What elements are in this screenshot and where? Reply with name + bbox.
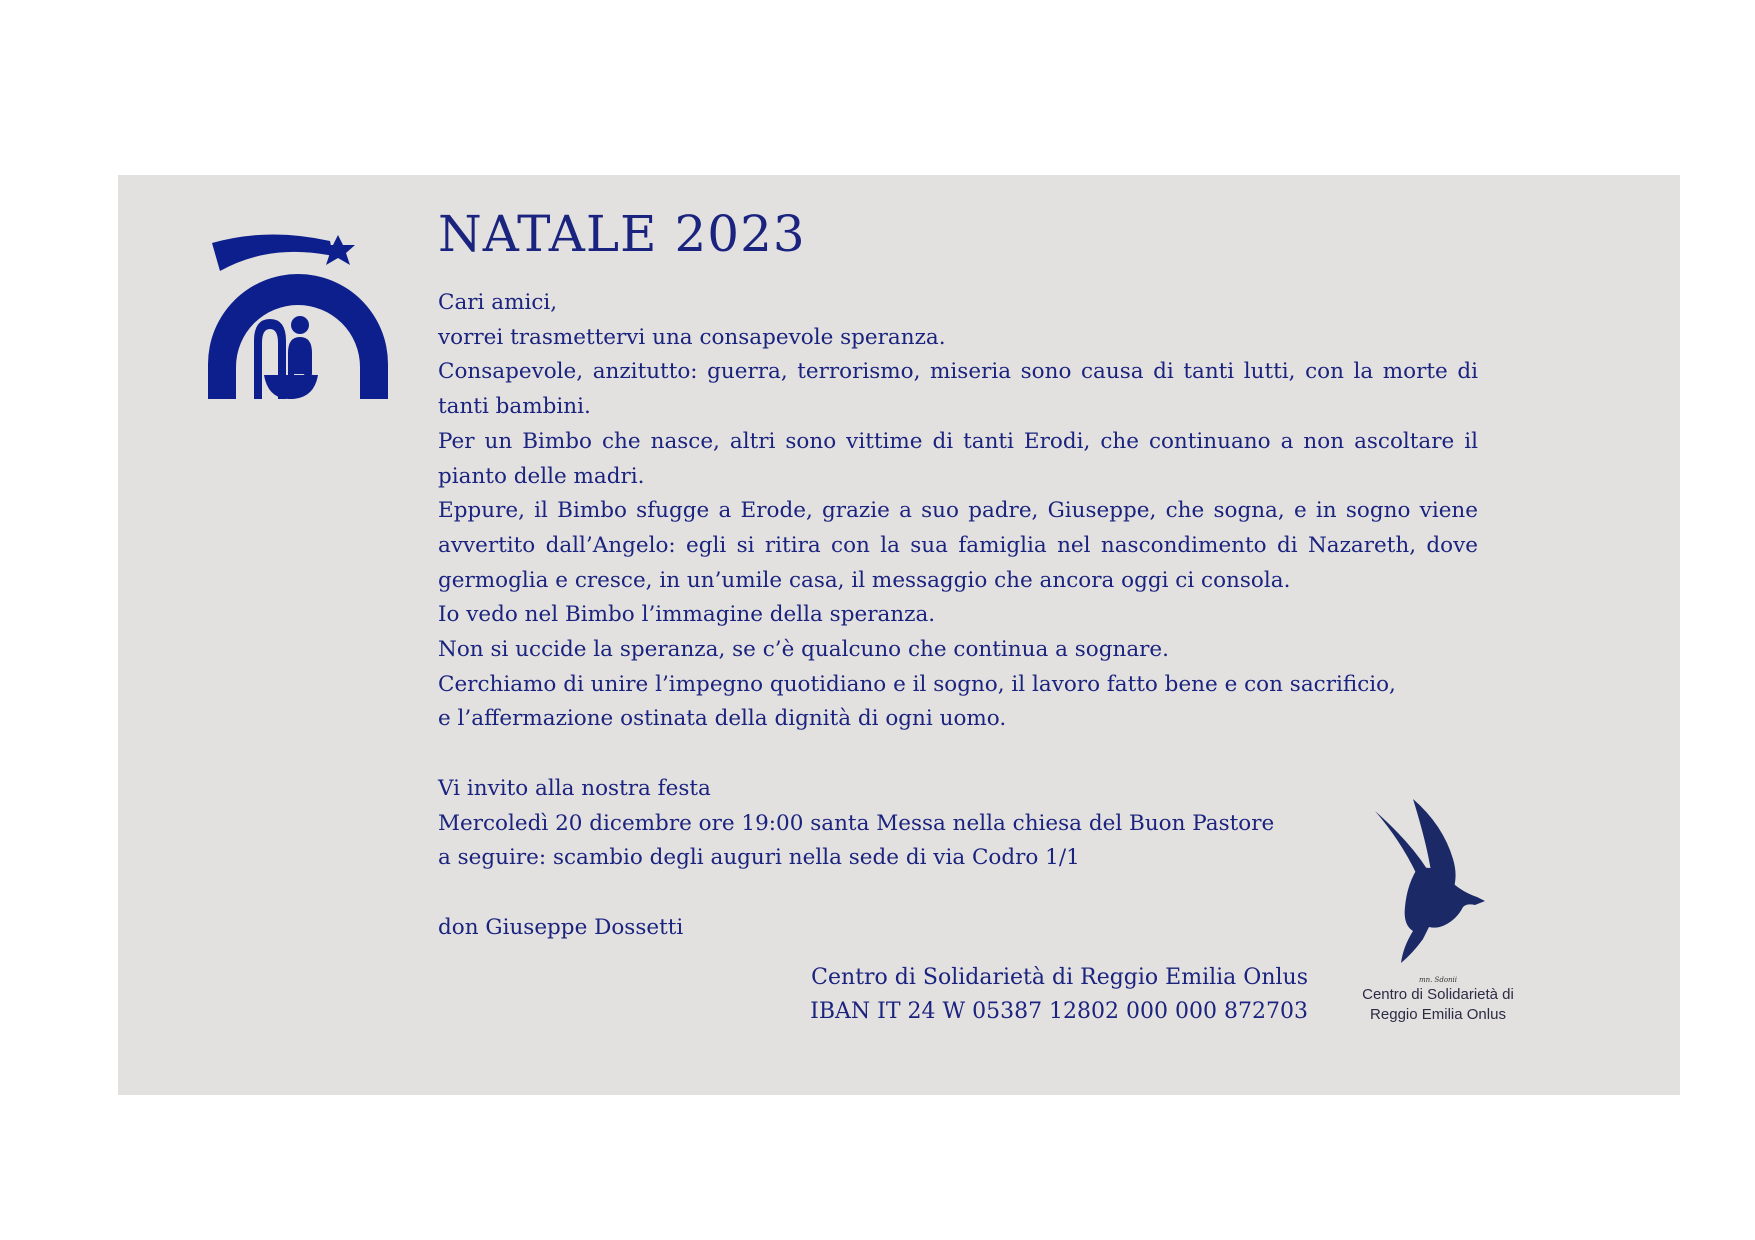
invitation-line: Vi invito alla nostra festa [438, 775, 711, 801]
paragraph-spacer [438, 737, 1478, 772]
iban: IBAN IT 24 W 05387 12802 000 000 872703 [810, 999, 1308, 1024]
organization-logo [1340, 975, 1536, 1025]
signature: don Giuseppe Dossetti [438, 914, 684, 940]
letter-paragraph: Non si uccide la speranza, se c’è qualcuno che continua a sognare. [438, 637, 1169, 663]
logo-name-line2: Reggio Emilia Onlus [1370, 1006, 1506, 1023]
letter-body [438, 286, 1478, 945]
invitation-line: a seguire: scambio degli auguri nella sede di via Codro 1/1 [438, 845, 1080, 871]
letter-paragraph: Consapevole, anzitutto: guerra, terrorismo, miseria sono causa di tanti lutti, con la morte di tanti bambini. [438, 359, 1478, 420]
christmas-card [118, 175, 1680, 1095]
logo-name-line1: Centro di Solidarietà di [1362, 986, 1514, 1003]
letter-paragraph: e l’affermazione ostinata della dignità di ogni uomo. [438, 706, 1007, 732]
letter-paragraph: vorrei trasmettervi una consapevole speranza. [438, 324, 946, 350]
dove-icon [1373, 797, 1493, 967]
letter-paragraph: Eppure, il Bimbo sfugge a Erode, grazie a suo padre, Giuseppe, che sogna, e in sogno viene avvertito dall’Angelo: egli si ritira con la sua famiglia nel nascondimento di Nazareth, dove germoglia e cresce, in un’umile casa, il messaggio che ancora oggi ci consola. [438, 498, 1478, 593]
organization-name: Centro di Solidarietà di Reggio Emilia Onlus [811, 965, 1308, 990]
card-title: NATALE 2023 [438, 205, 806, 263]
greeting: Cari amici, [438, 290, 558, 315]
footer-info [678, 961, 1308, 1029]
logo-signature: mn. Sdonii [1418, 976, 1458, 984]
paragraph-spacer [438, 876, 1478, 911]
letter-paragraph: Cerchiamo di unire l’impegno quotidiano e il sogno, il lavoro fatto bene e con sacrificio, [438, 671, 1396, 697]
invitation-line: Mercoledì 20 dicembre ore 19:00 santa Messa nella chiesa del Buon Pastore [438, 810, 1275, 836]
nativity-icon [208, 229, 388, 399]
letter-paragraph: Io vedo nel Bimbo l’immagine della speranza. [438, 602, 936, 628]
letter-paragraph: Per un Bimbo che nasce, altri sono vittime di tanti Erodi, che continuano a non ascoltare il pianto delle madri. [438, 428, 1478, 489]
